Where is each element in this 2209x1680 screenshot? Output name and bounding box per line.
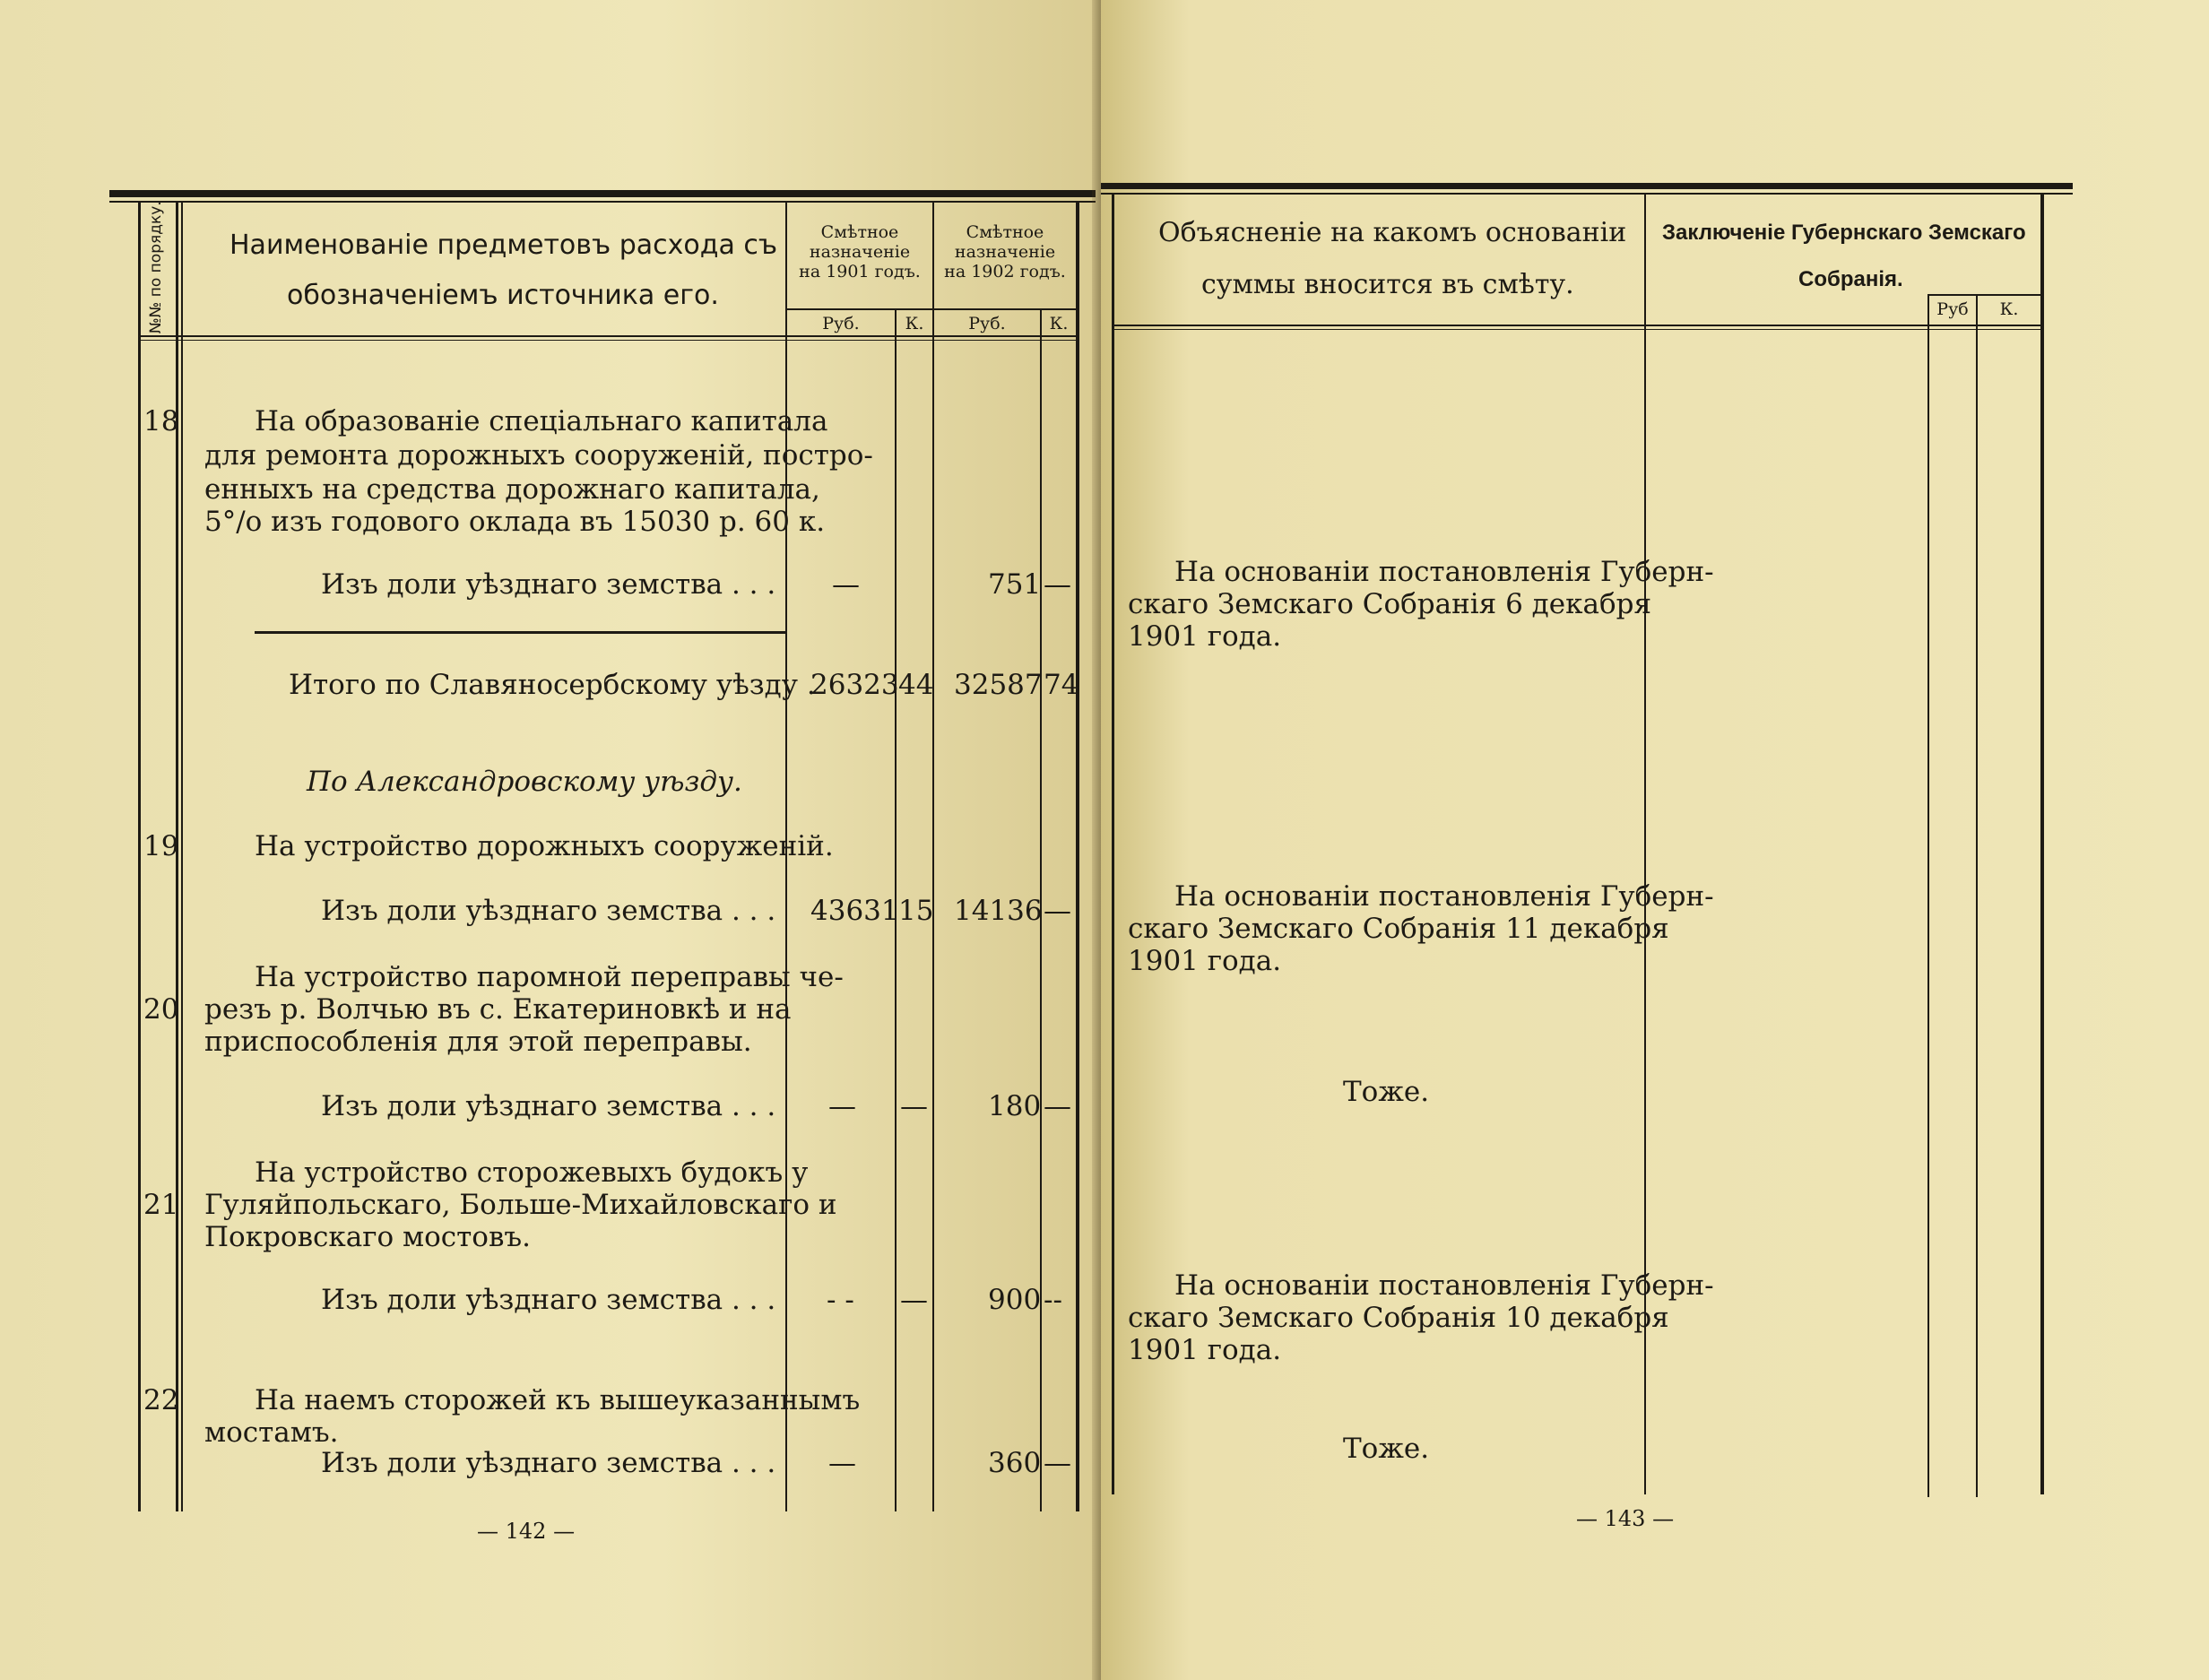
rule-v [932, 203, 934, 1511]
amount-1902-kop: — [1044, 895, 1071, 927]
left-page [0, 0, 1101, 1680]
rub-header: Руб [1936, 299, 1969, 319]
row-number: 18 [143, 405, 179, 437]
row-text-line: Гуляйпольскаго, Больше-Михайловскаго и [204, 1189, 837, 1221]
col-header-number: №№ по порядку. [147, 201, 165, 333]
header-bottom-rule [1112, 325, 2044, 326]
amount-1901-rub: 43631 [810, 895, 899, 927]
rub-header-1901: Руб. [822, 314, 860, 333]
row-text-line: енныхъ на средства дорожнаго капитала, [204, 473, 820, 506]
total-1902-kop: 74 [1044, 669, 1079, 701]
amount-1902-rub: 751 [988, 568, 1042, 601]
rule-v [2040, 195, 2044, 1494]
col-header-1902-1: Смѣтное [966, 222, 1044, 242]
top-rule-thin [1101, 193, 2073, 195]
kop-header: К. [1999, 299, 2019, 319]
row-text-line: Покровскаго мостовъ. [204, 1221, 531, 1253]
explanation-line: На основаніи постановленія Губерн- [1174, 880, 1714, 913]
amount-1902-kop: — [1044, 568, 1071, 601]
amount-1901-kop: — [900, 1090, 928, 1122]
page-number: — 143 — [1576, 1506, 1675, 1531]
explanation-line: скаго Земскаго Собранія 11 декабря [1128, 913, 1669, 945]
rule-v [1976, 296, 1978, 1497]
col-header-1902-3: на 1902 годъ. [944, 262, 1066, 281]
source-line: Изъ доли уѣзднаго земства . . . [321, 895, 776, 927]
total-1902-rub: 32587 [954, 669, 1043, 701]
row-text-line: для ремонта дорожныхъ сооруженій, постро- [204, 439, 873, 472]
explanation-line: На основаніи постановленія Губерн- [1174, 556, 1714, 588]
rule-h [785, 308, 1078, 310]
amount-1902-rub: 360 [988, 1447, 1042, 1479]
header-bottom-rule [138, 335, 1078, 337]
total-1901-rub: 26323 [810, 669, 899, 701]
total-rule [255, 631, 785, 634]
page-number: — 142 — [477, 1519, 576, 1544]
source-line: Изъ доли уѣзднаго земства . . . [321, 568, 776, 601]
rule-v [1112, 195, 1114, 1494]
col-header-1901-1: Смѣтное [820, 222, 899, 242]
top-rule-thin [109, 201, 1096, 203]
amount-1902-kop: -- [1044, 1284, 1062, 1316]
col-header-1902-2: назначеніе [954, 242, 1056, 262]
amount-1901-kop: 15 [898, 895, 934, 927]
row-text-line: На устройство сторожевыхъ будокъ у [255, 1156, 809, 1189]
explanation-same: Тоже. [1343, 1076, 1430, 1108]
row-text-line: На устройство паромной переправы че- [255, 961, 844, 993]
rule-v [181, 203, 183, 1511]
rule-v [1076, 203, 1079, 1511]
col-header-explanation-2: суммы вносится въ смѣту. [1201, 269, 1574, 300]
row-number: 20 [143, 993, 179, 1026]
col-header-name-2: обозначеніемъ источника его. [287, 280, 719, 311]
col-header-explanation-1: Объясненіе на какомъ основаніи [1158, 217, 1627, 248]
amount-1902-rub: 900 [988, 1284, 1042, 1316]
explanation-same: Тоже. [1343, 1433, 1430, 1465]
amount-1901-rub: — [832, 568, 860, 601]
source-line: Изъ доли уѣзднаго земства . . . [321, 1447, 776, 1479]
amount-1902-kop: — [1044, 1090, 1071, 1122]
rub-header-1902: Руб. [968, 314, 1006, 333]
explanation-line: 1901 года. [1128, 620, 1282, 653]
row-text-line: мостамъ. [204, 1416, 339, 1449]
header-bottom-rule [138, 340, 1078, 341]
row-text-line: 5°/о изъ годового оклада въ 15030 р. 60 к. [204, 506, 826, 538]
row-text-line: На образованіе спеціальнаго капитала [255, 405, 828, 437]
top-rule-thick [1101, 183, 2073, 189]
top-rule-thick [109, 190, 1096, 197]
row-text-line: На устройство дорожныхъ сооруженій. [255, 830, 834, 862]
amount-1901-rub: — [828, 1090, 856, 1122]
explanation-line: 1901 года. [1128, 945, 1282, 977]
source-line: Изъ доли уѣзднаго земства . . . [321, 1090, 776, 1122]
amount-1901-kop: — [900, 1284, 928, 1316]
total-1901-kop: 44 [898, 669, 934, 701]
explanation-line: На основаніи постановленія Губерн- [1174, 1269, 1714, 1302]
row-number: 22 [143, 1384, 179, 1416]
row-text-line: резъ р. Волчью въ с. Екатериновкѣ и на [204, 993, 792, 1026]
row-number: 19 [143, 830, 179, 862]
row-number: 21 [143, 1189, 179, 1221]
rule-v [138, 203, 141, 1511]
col-header-conclusion-1: Заключеніе Губернскаго Земскаго [1662, 221, 2026, 245]
col-header-1901-2: назначеніе [809, 242, 911, 262]
amount-1901-rub: — [828, 1447, 856, 1479]
header-bottom-rule [1112, 329, 2044, 330]
amount-1901-rub: - - [827, 1284, 854, 1316]
rule-h [1927, 294, 2040, 296]
explanation-line: 1901 года. [1128, 1334, 1282, 1366]
total-label: Итого по Славяносербскому уѣзду . [289, 669, 816, 701]
explanation-line: скаго Земскаго Собранія 10 декабря [1128, 1302, 1669, 1334]
col-header-name-1: Наименованіе предметовъ расхода съ [230, 229, 778, 261]
col-header-conclusion-2: Собранія. [1798, 267, 1903, 291]
rule-v [1927, 296, 1929, 1497]
kop-header-1902: К. [1049, 314, 1069, 333]
row-text-line: На наемъ сторожей къ вышеуказаннымъ [255, 1384, 861, 1416]
explanation-line: скаго Земскаго Собранія 6 декабря [1128, 588, 1652, 620]
kop-header-1901: К. [905, 314, 924, 333]
col-header-1901-3: на 1901 годъ. [799, 262, 921, 281]
right-page [1101, 0, 2209, 1680]
section-heading: По Александровскому уѣзду. [307, 766, 742, 798]
row-text-line: приспособленія для этой переправы. [204, 1026, 752, 1058]
source-line: Изъ доли уѣзднаго земства . . . [321, 1284, 776, 1316]
amount-1902-rub: 14136 [954, 895, 1043, 927]
amount-1902-rub: 180 [988, 1090, 1042, 1122]
amount-1902-kop: — [1044, 1447, 1071, 1479]
